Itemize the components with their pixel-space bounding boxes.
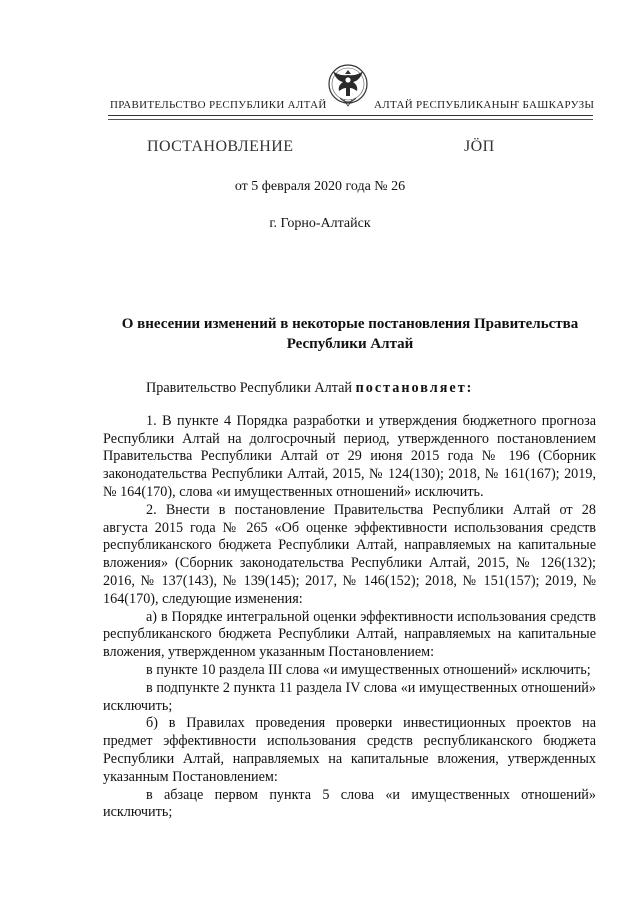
paragraph-7: в абзаце первом пункта 5 слова «и имущественных отношений» исключить; bbox=[103, 786, 596, 821]
org-name-alt: АЛТАЙ РЕСПУБЛИКАНЫҤ БАШКАРУЗЫ bbox=[374, 99, 595, 111]
preamble-prefix: Правительство Республики Алтай bbox=[146, 380, 356, 396]
paragraph-5: в подпункте 2 пункта 11 раздела IV слова «и имущественных отношений» исключить; bbox=[103, 679, 596, 714]
date-number: от 5 февраля 2020 года № 26 bbox=[234, 179, 406, 194]
title-line-2: Республики Алтай bbox=[286, 336, 414, 352]
paragraph-2: 2. Внести в постановление Правительства Республики Алтай от 28 августа 2015 года № 265 «Об оценке эффективности использования средств республиканского бюджета Республики Алтай, направляемых на капитальные вложения» (Сборник законодательства Республики Алтай, 2015, № 126(132); 2016, № 137(143), № 139(145); 2017, № 146(152); 2018, № 151(157); 2019, № 164(170), следующие изменения: bbox=[103, 501, 596, 607]
title-line-1: О внесении изменений в некоторые постановления Правительства bbox=[121, 316, 579, 332]
doc-type-alt: JӦП bbox=[464, 138, 495, 155]
doc-type-ru: ПОСТАНОВЛЕНИЕ bbox=[147, 138, 294, 155]
header-rule-thin bbox=[108, 119, 593, 120]
header-rule bbox=[108, 115, 593, 116]
document-title bbox=[100, 314, 600, 354]
coat-of-arms-icon bbox=[326, 62, 370, 110]
preamble bbox=[103, 380, 596, 398]
paragraph-3: а) в Порядке интегральной оценки эффективности использования средств республиканского бюджета Республики Алтай, направляемых на капитальные вложения, утвержденном указанным Постановлением: bbox=[103, 608, 596, 661]
preamble-verb: постановляет: bbox=[355, 380, 474, 396]
org-name-ru: ПРАВИТЕЛЬСТВО РЕСПУБЛИКИ АЛТАЙ bbox=[110, 99, 327, 111]
paragraph-1: 1. В пункте 4 Порядка разработки и утверждения бюджетного прогноза Республики Алтай на долгосрочный период, утвержденного постановлением Правительства Республики Алтай от 29 июня 2015 года № 196 (Сборник законодательства Республики Алтай, 2015, № 124(130); 2018, № 161(167); 2019, № 164(170), слова «и имущественных отношений» исключить. bbox=[103, 412, 596, 500]
paragraph-6: б) в Правилах проведения проверки инвестиционных проектов на предмет эффективности использования средств республиканского бюджета Республики Алтай, направляемых на капитальные вложения, утвержденных указанным Постановлением: bbox=[103, 715, 596, 785]
document-body bbox=[103, 380, 596, 822]
paragraph-4: в пункте 10 раздела III слова «и имущественных отношений» исключить; bbox=[146, 661, 591, 678]
city: г. Горно-Алтайск bbox=[269, 216, 371, 231]
